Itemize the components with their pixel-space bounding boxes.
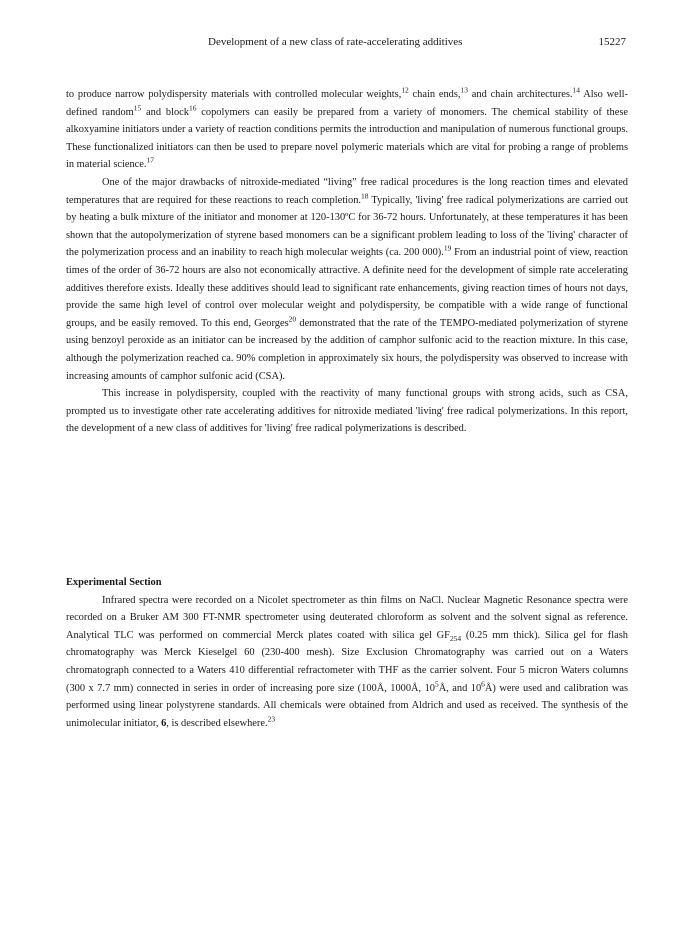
reference-marker: 17 — [146, 155, 154, 165]
reference-marker: 16 — [188, 103, 197, 113]
superscript: 5 — [435, 679, 439, 689]
section-heading: Experimental Section — [66, 577, 162, 588]
text-run: , is described elsewhere. — [166, 717, 268, 729]
reference-marker: 20 — [288, 314, 297, 324]
text-run: to produce narrow polydispersity materials with controlled molecular weights, — [66, 89, 402, 100]
reference-marker: 19 — [443, 243, 452, 253]
paragraph-1 — [66, 86, 628, 174]
page-number: 15227 — [598, 36, 626, 48]
reference-marker: 15 — [133, 103, 142, 113]
paragraph-3 — [66, 385, 628, 438]
text-run: Also well-defined random — [66, 89, 628, 118]
text-run: copolymers can easily be prepared from a variety of monomers. The chemical stability of these alkoxyamine initiators under a variety of reaction conditions permits the introduction and manipulation of numerous functional groups. These functionalized initiators can then be used to prepare novel polymeric materials which are vital for probing a range of problems in material science. — [66, 106, 628, 171]
text-run: One of the major drawbacks of nitroxide-mediated “living” free radical procedures is the long reaction times and elevated temperatures that are required for these reactions to reach completion. — [66, 176, 628, 206]
experimental-paragraph — [66, 592, 628, 733]
paragraph-2 — [66, 174, 628, 385]
text-run: and block — [141, 106, 189, 118]
text-run: demonstrated that the rate of the TEMPO-mediated polymerization of styrene using benzoyl peroxide as an initiator can be increased by the addition of camphor sulfonic acid to the reaction mixture. In this case, although the polymerization reached ca. 90% completion in approximately six hours, the polydispersity was observed to increase with increasing amounts of camphor sulfonic acid (CSA). — [66, 317, 629, 382]
reference-marker: 13 — [460, 85, 468, 95]
text-run: Å) were used and calibration was performed using linear polystyrene standards. All chemicals were obtained from Aldrich and used as received. The synthesis of the unimolecular initiator, — [66, 682, 628, 729]
text-run: and chain architectures. — [467, 89, 573, 100]
text-run: From an industrial point of view, reaction times of the order of 36-72 hours are also not economically attractive. A definite need for the development of simple rate accelerating additives therefore exists. Ideally these additives should lead to significant rate enhancements, giving reaction times of hours not days, provide the same high level of control over molecular weight and polydispersity, be compatible with a wide range of functional groups, and be easily removed. To this end, Georges — [66, 247, 628, 329]
text-run: chain ends, — [408, 89, 461, 100]
compound-number: 6 — [161, 717, 167, 729]
text-run: Å, and 10 — [438, 682, 482, 694]
superscript: 6 — [481, 679, 485, 689]
reference-marker: 23 — [267, 714, 276, 724]
article-body — [66, 86, 628, 438]
running-title: Development of a new class of rate-accelerating additives — [208, 36, 463, 48]
subscript: 254 — [449, 633, 462, 643]
reference-marker: 12 — [401, 85, 409, 95]
experimental-section — [66, 574, 628, 732]
text-run: Typically, 'living' free radical polymerizations are carried out by heating a bulk mixture of the initiator and monomer at 120-130ºC for 36-72 hours. Unfortunately, at these temperatures it has been shown that the autopolymerization of styrene based monomers can be a significant problem leading to loss of the 'living' character of the polymerization process and an inability to reach high molecular weights (ca. 200 000). — [66, 194, 628, 259]
text-run: This increase in polydispersity, coupled with the reactivity of many functional groups with strong acids, such as CSA, prompted us to investigate other rate accelerating additives for nitroxide mediated 'living' free radical polymerizations. In this report, the development of a new class of additives for 'living' free radical polymerizations is described. — [66, 388, 628, 435]
running-head — [0, 36, 692, 52]
text-run: (0.25 mm thick). Silica gel for flash chromatography was Merck Kieselgel 60 (230-400 mesh). Size Exclusion Chromatography was carried out on a Waters chromatograph connected to a Waters 410 differential refractometer with THF as the carrier solvent. Four 5 micron Waters columns (300 x 7.7 mm) connected in series in order of increasing pore size (100Å, 1000Å, 10 — [66, 629, 628, 694]
reference-marker: 18 — [361, 191, 369, 201]
text-run: Infrared spectra were recorded on a Nicolet spectrometer as thin films on NaCl. Nuclear Magnetic Resonance spectra were recorded on a Bruker AM 300 FT-NMR spectrometer using deuterated chloroform as solvent and the solvent signal as reference. Analytical TLC was performed on commercial Merck plates coated with silica gel GF — [66, 594, 628, 641]
reference-marker: 14 — [572, 85, 580, 95]
